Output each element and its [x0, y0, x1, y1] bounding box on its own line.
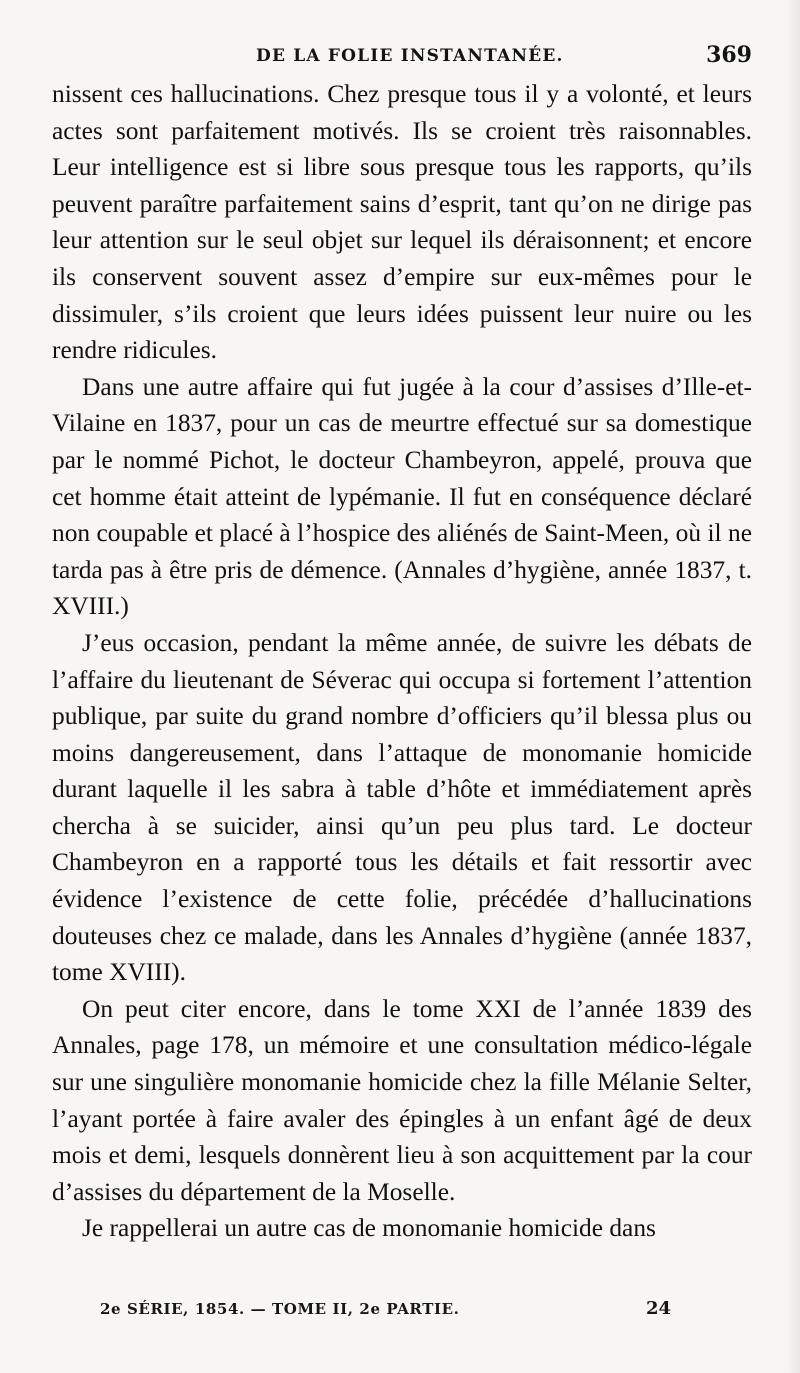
body-text: [52, 76, 752, 1247]
page-number: 369: [706, 42, 752, 68]
sheet-number: 24: [646, 1298, 672, 1319]
paragraph-1-continued: nissent ces hallucinations. Chez presque tous il y a volonté, et leurs actes sont parfaitement motivés. Ils se croient très raisonnables. Leur intelligence est si libre sous presque tous les rapports, qu’ils peuvent paraître parfaitement sains d’esprit, tant qu’on ne dirige pas leur attention sur le seul objet sur lequel ils déraisonnent; et encore ils conservent souvent assez d’empire sur eux-mêmes pour le dissimuler, s’ils croient que leurs idées puissent leur nuire ou les rendre ridicules.: [52, 80, 752, 365]
running-head: [52, 42, 752, 76]
running-title: DE LA FOLIE INSTANTANÉE.: [256, 46, 564, 66]
printer-signature: 2e SÉRIE, 1854. — TOME II, 2e PARTIE.: [100, 1300, 460, 1318]
paragraph-3: J’eus occasion, pendant la même année, de suivre les débats de l’affaire du lieutenant de Séverac qui occupa si fortement l’attention publique, par suite du grand nombre d’officiers qu’il blessa plus ou moins dangereusement, dans l’attaque de monomanie homicide durant laquelle il les sabra à table d’hôte et immédiatement après chercha à se suicider, ainsi qu’un peu plus tard. Le docteur Chambeyron en a rapporté tous les détails et fait ressortir avec évidence l’existence de cette folie, précédée d’hallucinations douteuses chez ce malade, dans les Annales d’hygiène (année 1837, tome XVIII).: [52, 628, 752, 987]
page-footer: [52, 1298, 752, 1328]
paragraph-4: On peut citer encore, dans le tome XXI de l’année 1839 des Annales, page 178, un mémoire et une consultation médico-légale sur une singulière monomanie homicide chez la fille Mélanie Selter, l’ayant portée à faire avaler des épingles à un enfant âgé de deux mois et demi, lesquels donnèrent lieu à son acquittement par la cour d’assises du département de la Moselle.: [52, 994, 752, 1206]
paragraph-2: Dans une autre affaire qui fut jugée à la cour d’assises d’Ille-et-Vilaine en 1837, pour un cas de meurtre effectué sur sa domestique par le nommé Pichot, le docteur Chambeyron, appelé, prouva que cet homme était atteint de lypémanie. Il fut en conséquence déclaré non coupable et placé à l’hospice des aliénés de Saint-Meen, où il ne tarda pas à être pris de démence. (Annales d’hygiène, année 1837, t. XVIII.): [52, 372, 752, 621]
paragraph-5: Je rappellerai un autre cas de monomanie homicide dans: [82, 1214, 656, 1243]
